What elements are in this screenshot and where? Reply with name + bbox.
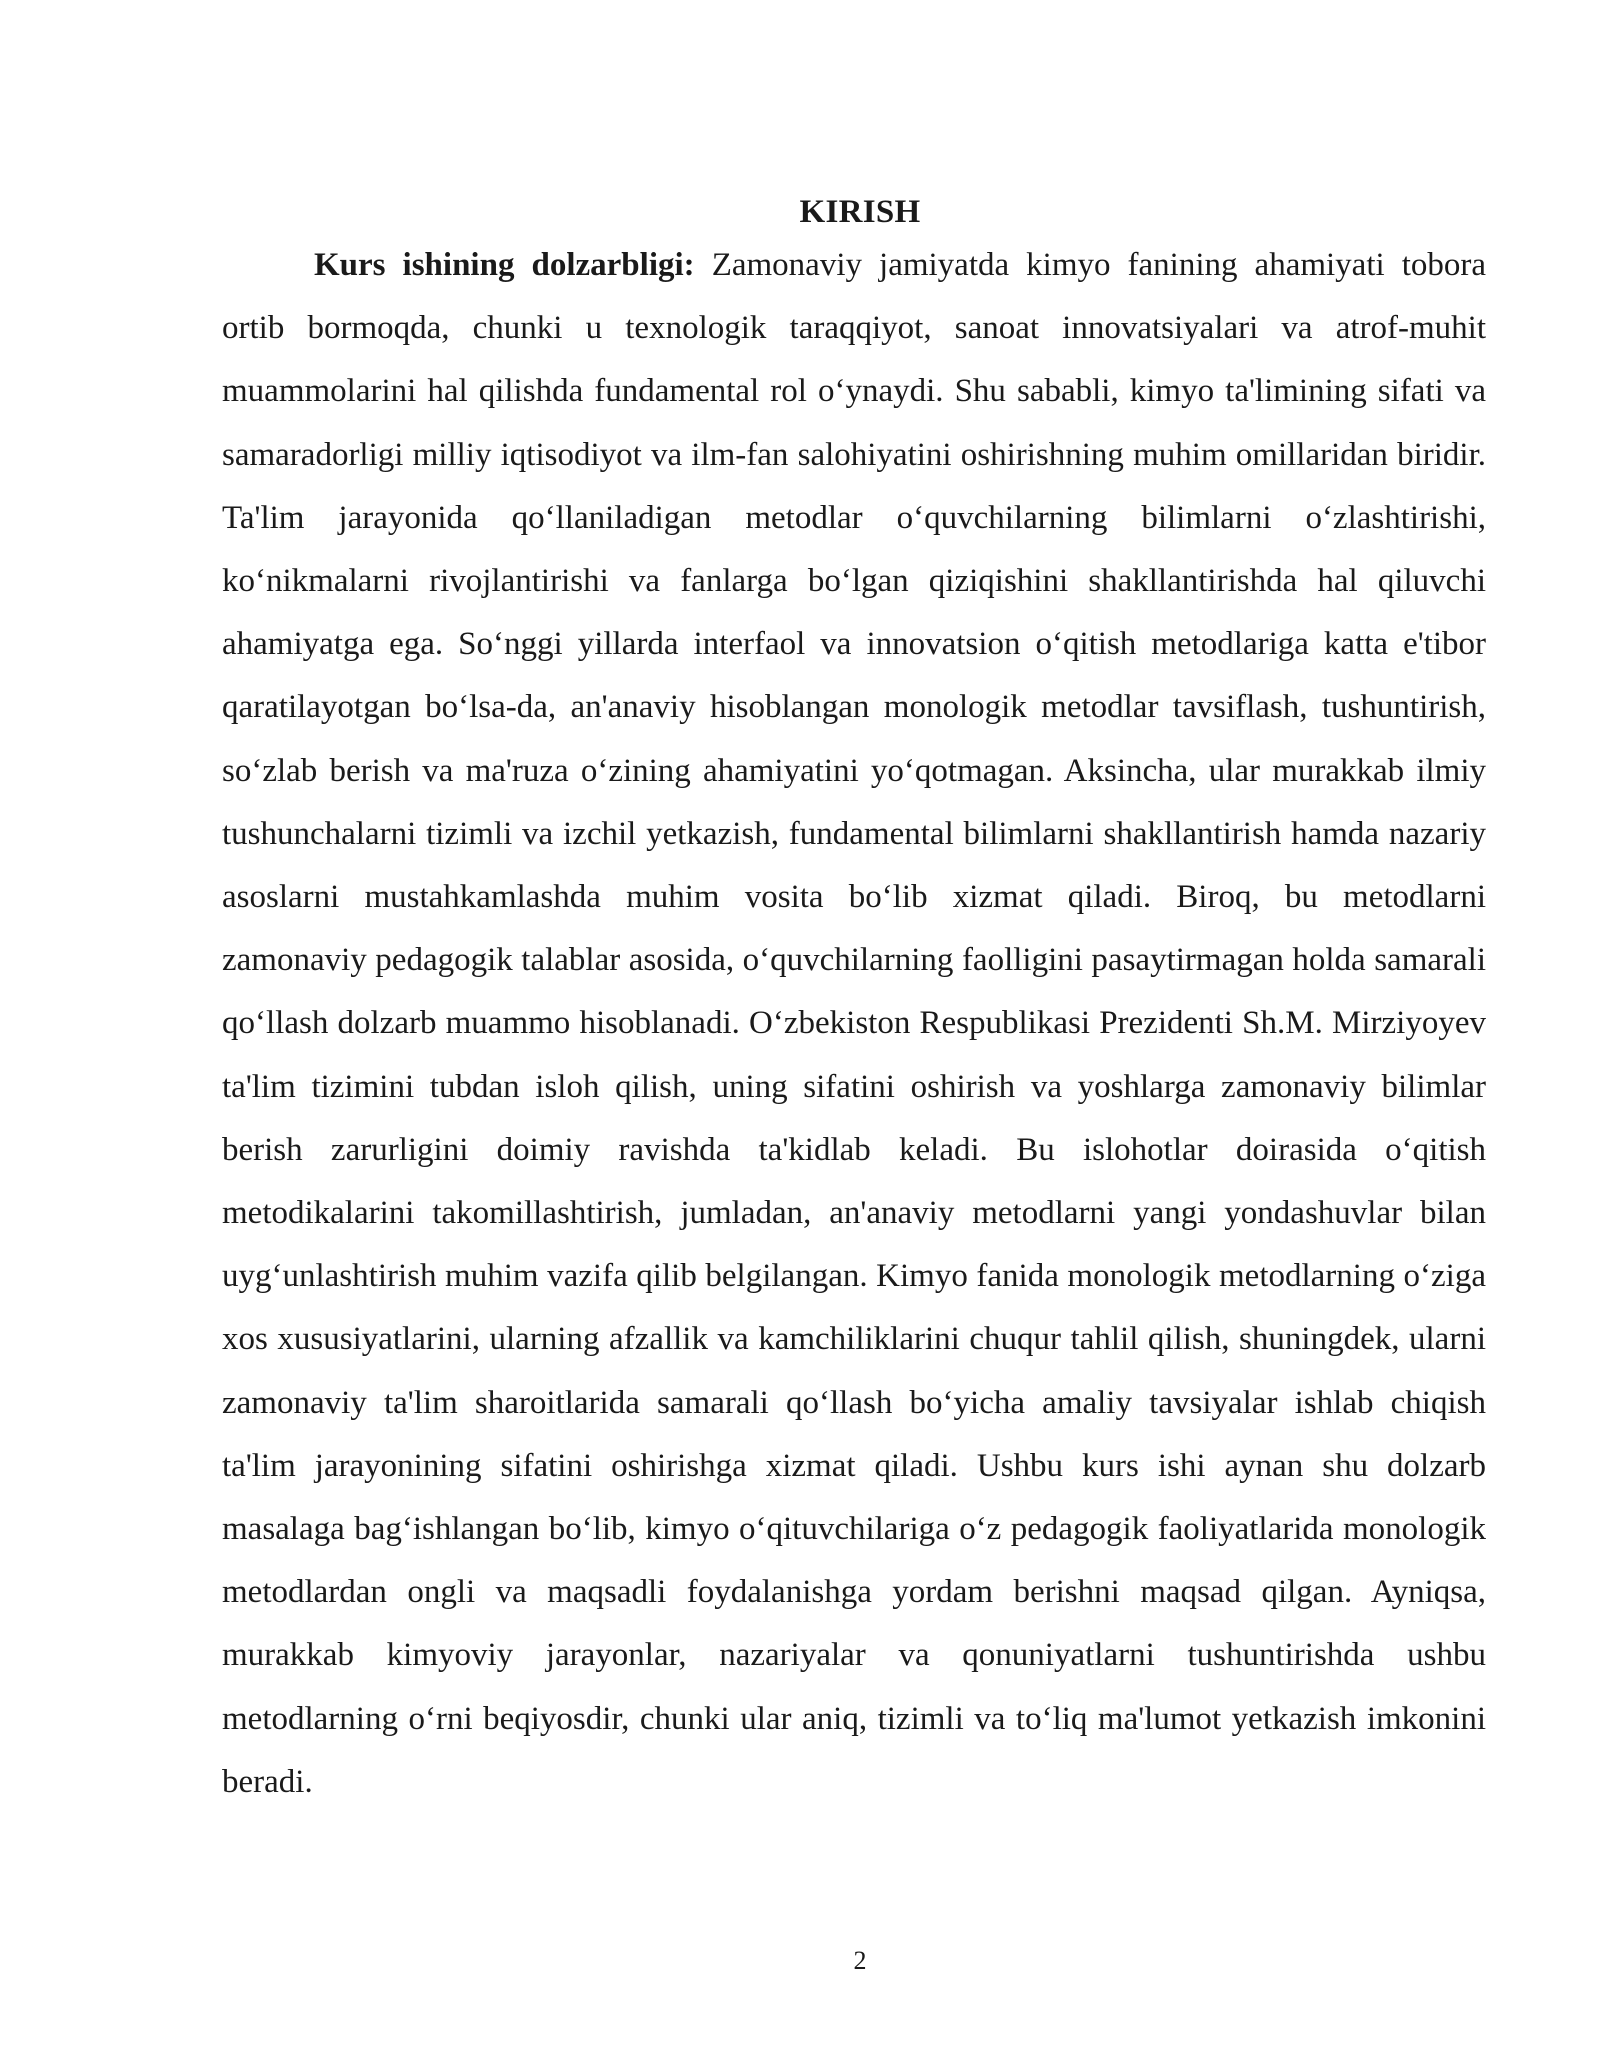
paragraph-text: Zamonaviy jamiyatda kimyo fanining ahamiyati tobora ortib bormoqda, chunki u texnologik taraqqiyot, sanoat innovatsiyalari va atrof-muhit muammolarini hal qilishda fundamental rol o‘ynaydi. Shu sababli, kimyo ta'limining sifati va samaradorligi milliy iqtisodiyot va ilm-fan salohiyatini oshirishning muhim omillaridan biridir. Ta'lim jarayonida qo‘llaniladigan metodlar o‘quvchilarning bilimlarni o‘zlashtirishi, ko‘nikmalarni rivojlantirishi va fanlarga bo‘lgan qiziqishini shakllantirishda hal qiluvchi ahamiyatga ega. So‘nggi yillarda interfaol va innovatsion o‘qitish metodlariga katta e'tibor qaratilayotgan bo‘lsa-da, an'anaviy hisoblangan monologik metodlar tavsiflash, tushuntirish, so‘zlab berish va ma'ruza o‘zining ahamiyatini yo‘qotmagan. Aksincha, ular murakkab ilmiy tushunchalarni tizimli va izchil yetkazish, fundamental bilimlarni shakllantirish hamda nazariy asoslarni mustahkamlashda muhim vosita bo‘lib xizmat qiladi. Biroq, bu metodlarni zamonaviy pedagogik talablar asosida, o‘quvchilarning faolligini pasaytirmagan holda samarali qo‘llash dolzarb muammo hisoblanadi. O‘zbekiston Respublikasi Prezidenti Sh.M. Mirziyoyev ta'lim tizimini tubdan isloh qilish, uning sifatini oshirish va yoshlarga zamonaviy bilimlar berish zarurligini doimiy ravishda ta'kidlab keladi. Bu islohotlar doirasida o‘qitish metodikalarini takomillashtirish, jumladan, an'anaviy metodlarni yangi yondashuvlar bilan uyg‘unlashtirish muhim vazifa qilib belgilangan. Kimyo fanida monologik metodlarning o‘ziga xos xususiyatlarini, ularning afzallik va kamchiliklarini chuqur tahlil qilish, shuningdek, ularni zamonaviy ta'lim sharoitlarida samarali qo‘llash bo‘yicha amaliy tavsiyalar ishlab chiqish ta'lim jarayonining sifatini oshirishga xizmat qiladi. Ushbu kurs ishi aynan shu dolzarb masalaga bag‘ishlangan bo‘lib, kimyo o‘qituvchilariga o‘z pedagogik faoliyatlarida monologik metodlardan ongli va maqsadli foydalanishga yordam berishni maqsad qilgan. Ayniqsa, murakkab kimyoviy jarayonlar, nazariyalar va qonuniyatlarni tushuntirishda ushbu metodlarning o‘rni beqiyosdir, chunki ular aniq, tizimli va to‘liq ma'lumot yetkazish imkonini beradi. (222, 247, 1487, 1800)
paragraph-lead: Kurs ishining dolzarbligi: (314, 247, 695, 283)
page-number: 2 (853, 1946, 867, 1975)
body-paragraph (222, 234, 1486, 1814)
page-title: KIRISH (799, 194, 921, 230)
